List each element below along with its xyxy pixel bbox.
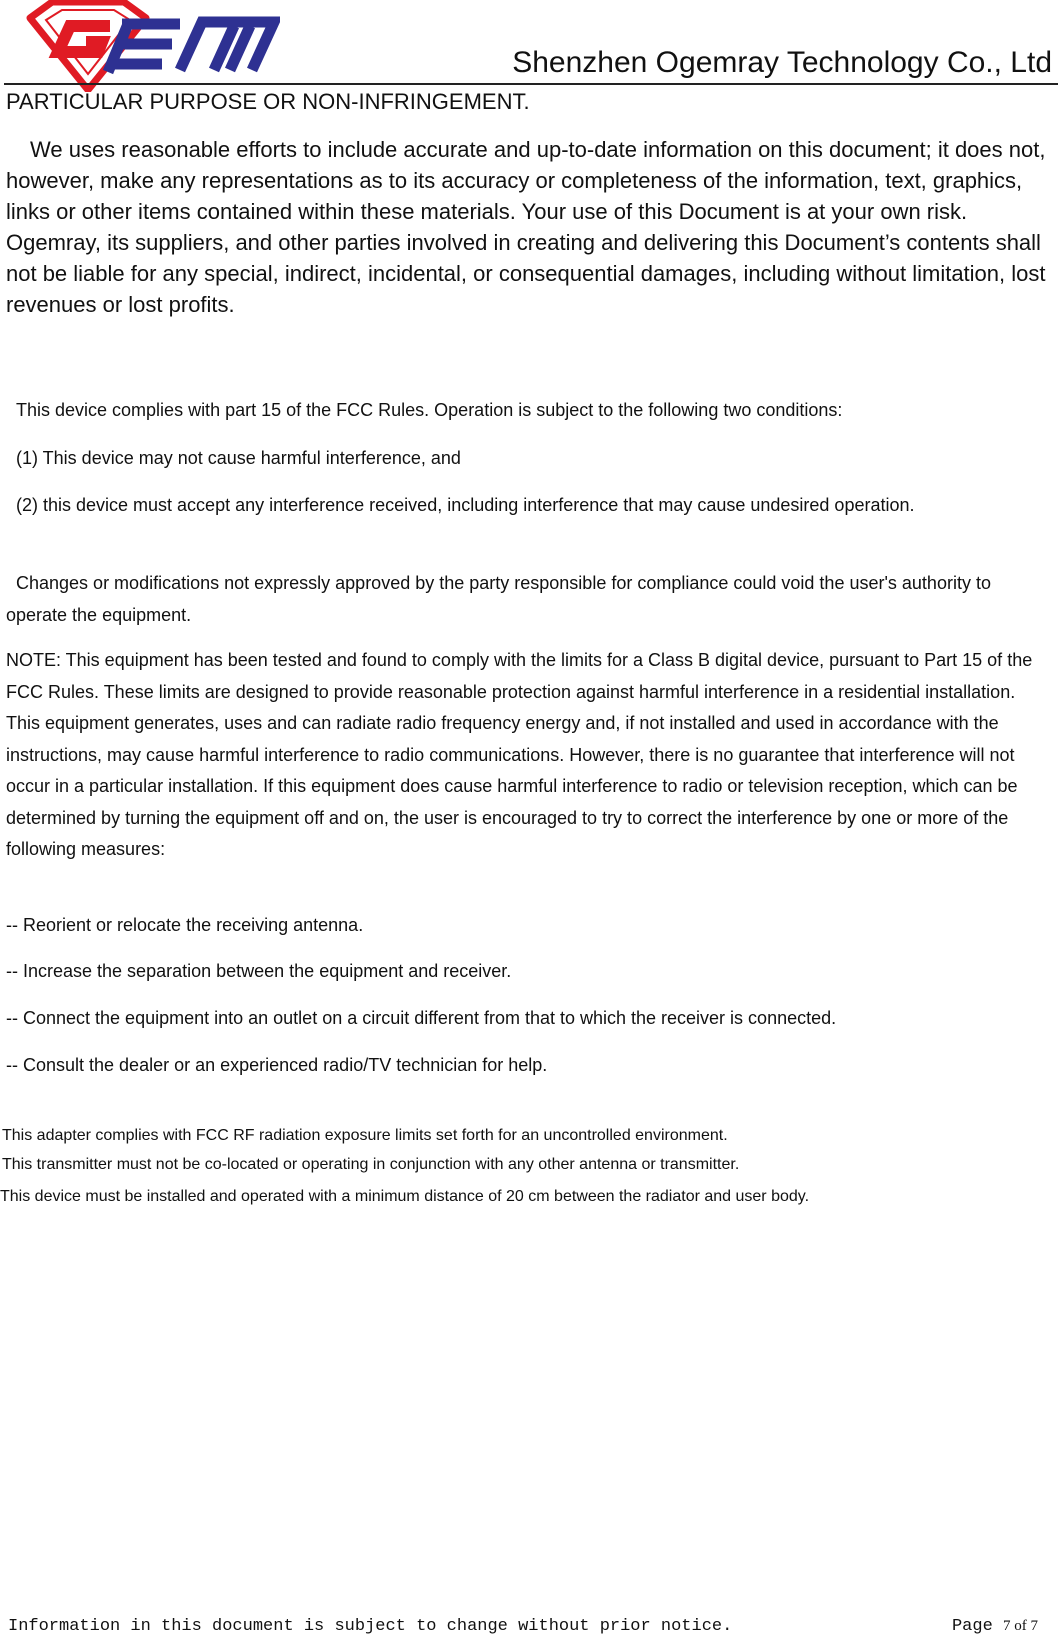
rf-exposure-statement: This adapter complies with FCC RF radiation exposure limits set forth for an uncontrolled environment. xyxy=(2,1127,728,1144)
disclaimer-paragraph: We uses reasonable efforts to include accurate and up-to-date information on this document; it does not, however, make any representations as to its accuracy or completeness of the information, text, graphics, links or other items contained within these materials. Your use of this Document is at your own risk. Ogemray, its suppliers, and other parties involved in creating and delivering this Document’s contents shall not be liable for any special, indirect, incidental, or consequential damages, including without limitation, lost revenues or lost profits. xyxy=(6,137,1046,317)
footer-notice: Information in this document is subject to change without prior notice. xyxy=(8,1617,733,1636)
disclaimer-line: PARTICULAR PURPOSE OR NON-INFRINGEMENT. xyxy=(6,89,530,114)
header-divider xyxy=(4,83,1058,85)
logo-m-icon xyxy=(180,22,274,70)
fcc-note: NOTE: This equipment has been tested and found to comply with the limits for a Class B digital device, pursuant to Part 15 of the FCC Rules. These limits are designed to provide reasonable protection against harmful interference in a residential installation. This equipment generates, uses and can radiate radio frequency energy and, if not installed and used in accordance with the instructions, may cause harmful interference to radio communications. However, there is no guarantee that interference will not occur in a particular installation. If this equipment does cause harmful interference to radio or television reception, which can be determined by turning the equipment off and on, the user is encouraged to try to correct the interference by one or more of the following measures: xyxy=(6,650,1033,859)
measure-item: -- Consult the dealer or an experienced radio/TV technician for help. xyxy=(6,1055,548,1075)
gem-logo xyxy=(12,0,280,92)
rf-distance-statement: This device must be installed and operated with a minimum distance of 20 cm between the radiator and user body. xyxy=(0,1188,810,1205)
page-footer xyxy=(8,1617,1038,1636)
fcc-intro: This device complies with part 15 of the FCC Rules. Operation is subject to the following two conditions: xyxy=(16,400,843,420)
rf-colocation-statement: This transmitter must not be co-located or operating in conjunction with any other antenna or transmitter. xyxy=(2,1156,740,1173)
fcc-changes: Changes or modifications not expressly approved by the party responsible for compliance could void the user's authority to operate the equipment. xyxy=(6,573,991,625)
measure-item: -- Connect the equipment into an outlet on a circuit different from that to which the receiver is connected. xyxy=(6,1008,837,1028)
measure-item: -- Reorient or relocate the receiving antenna. xyxy=(6,915,364,935)
page-label: Page xyxy=(951,1617,993,1636)
page-number: 7 of 7 xyxy=(1003,1618,1038,1634)
fcc-condition-2: (2) this device must accept any interference received, including interference that may cause undesired operation. xyxy=(16,495,915,515)
fcc-condition-1: (1) This device may not cause harmful interference, and xyxy=(16,448,461,468)
measure-item: -- Increase the separation between the equipment and receiver. xyxy=(6,961,512,981)
company-name: Shenzhen Ogemray Technology Co., Ltd xyxy=(512,46,1052,79)
page-indicator xyxy=(952,1617,1038,1636)
